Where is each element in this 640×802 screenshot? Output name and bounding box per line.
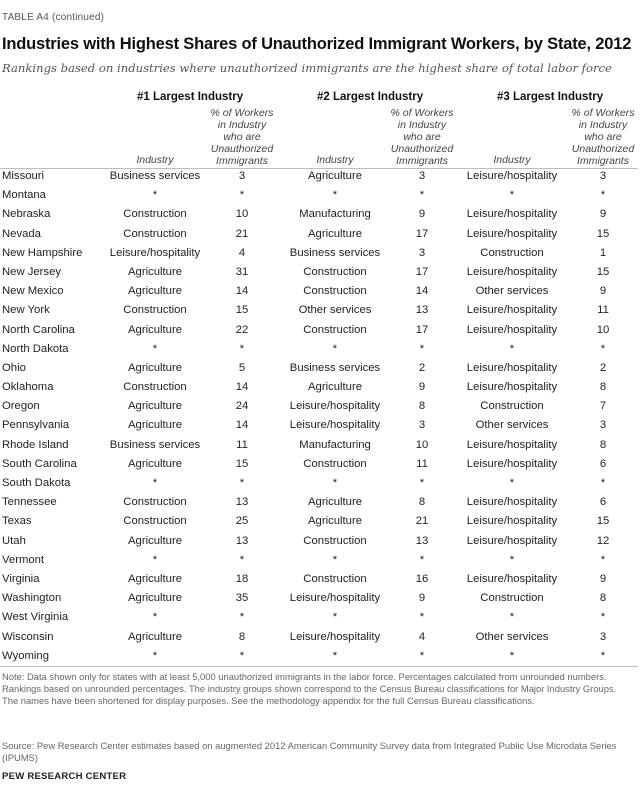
state-name: Oregon <box>2 400 40 413</box>
pct-cell-1: * <box>239 477 245 489</box>
table-row <box>0 282 640 301</box>
column-header-pct-line: who are <box>223 131 261 143</box>
industry-cell-1: Agriculture <box>128 419 182 432</box>
table-row <box>0 244 640 263</box>
table-source: Source: Pew Research Center estimates based on augmented 2012 American Community Survey data from Integrated Public Use Microdata Series (IPUMS) <box>2 740 617 763</box>
pct-cell-3: 15 <box>596 265 610 278</box>
industry-cell-2: * <box>332 649 338 662</box>
industry-cell-2: Leisure/hospitality <box>289 592 381 605</box>
state-name: Virginia <box>2 572 40 585</box>
pct-cell-1: 3 <box>238 170 246 182</box>
pct-cell-2: 9 <box>418 381 426 394</box>
column-header-industry-1: Industry <box>136 154 174 166</box>
pct-cell-1: 15 <box>235 457 249 470</box>
pct-cell-1: 14 <box>235 419 249 432</box>
state-name: Washington <box>2 592 62 605</box>
pct-cell-3: 10 <box>596 323 610 336</box>
table-body <box>0 167 640 666</box>
pct-cell-3: * <box>600 553 606 566</box>
industry-cell-3: * <box>509 189 515 202</box>
column-header-industry-3: Industry <box>493 154 531 166</box>
pct-cell-1: 11 <box>236 438 248 451</box>
industry-cell-1: * <box>152 477 158 489</box>
pct-cell-3: 9 <box>599 572 607 585</box>
industry-cell-3: Leisure/hospitality <box>466 572 558 585</box>
industry-cell-3: Leisure/hospitality <box>466 208 558 221</box>
column-header-pct-line: Immigrants <box>396 155 448 167</box>
table-row <box>0 378 640 397</box>
pct-cell-3: 8 <box>599 438 607 451</box>
industry-cell-1: Business services <box>109 438 201 451</box>
industry-cell-3: Leisure/hospitality <box>466 265 558 278</box>
pct-cell-3: * <box>600 611 606 624</box>
industry-cell-2: Agriculture <box>308 227 362 240</box>
industry-cell-2: * <box>332 189 338 202</box>
state-name: New Jersey <box>2 265 62 278</box>
state-name: North Dakota <box>2 342 69 355</box>
pct-cell-1: 35 <box>235 592 249 605</box>
table-row <box>0 416 640 435</box>
industry-cell-2: Construction <box>303 323 367 336</box>
pct-cell-2: * <box>419 189 425 202</box>
industry-cell-3: Leisure/hospitality <box>466 361 558 374</box>
state-name: Tennessee <box>2 496 57 509</box>
industry-cell-2: Leisure/hospitality <box>289 630 381 643</box>
industry-cell-2: Construction <box>303 285 367 298</box>
pct-cell-3: 11 <box>597 304 609 317</box>
industry-cell-1: Construction <box>123 227 187 240</box>
pct-cell-2: 2 <box>418 361 426 374</box>
pct-cell-2: 8 <box>418 400 426 413</box>
table-row <box>0 186 640 205</box>
state-name: North Carolina <box>2 323 75 336</box>
pct-cell-3: 3 <box>599 630 607 643</box>
pct-cell-1: 13 <box>235 534 249 547</box>
table-row <box>0 608 640 627</box>
industry-cell-2: Construction <box>303 534 367 547</box>
pct-cell-1: * <box>239 342 245 355</box>
pct-cell-3: 6 <box>599 457 607 470</box>
column-header-pct-line: who are <box>584 131 622 143</box>
state-name: Oklahoma <box>2 381 54 394</box>
pct-cell-2: 8 <box>418 496 426 509</box>
column-header-pct-line: in Industry <box>578 119 628 131</box>
table-row <box>0 205 640 224</box>
industry-cell-3: Leisure/hospitality <box>466 515 558 528</box>
pct-cell-3: 2 <box>599 361 607 374</box>
table-row <box>0 436 640 455</box>
industry-cell-3: Leisure/hospitality <box>466 323 558 336</box>
column-header-pct-2 <box>382 107 462 167</box>
industry-cell-2: * <box>332 477 338 489</box>
pct-cell-2: 3 <box>418 170 426 182</box>
state-name: Nevada <box>2 227 41 240</box>
pct-cell-3: 9 <box>599 285 607 298</box>
group-header-1: #1 Largest Industry <box>137 91 244 103</box>
pct-cell-1: 18 <box>235 572 249 585</box>
industry-cell-2: Manufacturing <box>299 208 371 221</box>
pct-cell-2: 10 <box>415 438 429 451</box>
industry-cell-2: Other services <box>298 304 372 317</box>
industry-cell-2: Agriculture <box>308 515 362 528</box>
industry-cell-3: * <box>509 611 515 624</box>
pct-cell-3: 7 <box>599 400 607 413</box>
table-row <box>0 397 640 416</box>
column-header-pct-line: in Industry <box>397 119 447 131</box>
industry-cell-1: * <box>152 611 158 624</box>
pct-cell-2: 11 <box>416 457 428 470</box>
industry-cell-3: * <box>509 477 515 489</box>
industry-cell-2: Agriculture <box>308 381 362 394</box>
industry-cell-2: * <box>332 553 338 566</box>
pct-cell-2: * <box>419 477 425 489</box>
table-label: TABLE A4 (continued) <box>2 12 105 23</box>
table-row <box>0 493 640 512</box>
pct-cell-2: 21 <box>415 515 429 528</box>
industry-cell-1: Construction <box>123 304 187 317</box>
pct-cell-1: 15 <box>235 304 249 317</box>
pct-cell-2: * <box>419 342 425 355</box>
state-name: Pennsylvania <box>2 419 70 432</box>
pct-cell-2: 17 <box>415 227 429 240</box>
industry-cell-3: Leisure/hospitality <box>466 381 558 394</box>
industry-cell-1: Construction <box>123 208 187 221</box>
column-header-pct-line: Immigrants <box>216 155 268 167</box>
state-name: New York <box>2 304 50 317</box>
industry-cell-3: * <box>509 553 515 566</box>
industry-cell-3: Construction <box>480 592 544 605</box>
column-header-pct-line: who are <box>403 131 441 143</box>
pct-cell-2: 17 <box>415 265 429 278</box>
state-name: New Mexico <box>2 285 64 298</box>
pct-cell-1: 10 <box>235 208 249 221</box>
industry-cell-1: Agriculture <box>128 400 182 413</box>
industry-cell-1: Agriculture <box>128 285 182 298</box>
pct-cell-1: 25 <box>235 515 249 528</box>
industry-cell-3: Other services <box>475 285 549 298</box>
industry-cell-1: * <box>152 649 158 662</box>
state-name: Ohio <box>2 361 26 374</box>
pct-cell-1: 31 <box>235 265 249 278</box>
table-row <box>0 474 640 493</box>
pct-cell-2: 3 <box>418 246 426 259</box>
industry-cell-3: Leisure/hospitality <box>466 304 558 317</box>
table-note: Note: Data shown only for states with at least 5,000 unauthorized immigrants in the labor force. Percentages calculated from unrounded numbers. Rankings based on unrounded percentages. The industry groups shown correspond to the Census Bureau classifications for Major Industry Groups. The names have been shortened for display purposes. See the methodology appendix for the full Census Bureau classifications. <box>2 671 617 706</box>
state-name: Utah <box>2 534 26 547</box>
industry-cell-1: Agriculture <box>128 534 182 547</box>
table-row <box>0 570 640 589</box>
page-subtitle: Rankings based on industries where unauthorized immigrants are the highest share of total labor force <box>2 61 612 75</box>
pct-cell-2: 9 <box>418 592 426 605</box>
industry-cell-3: * <box>509 649 515 662</box>
pct-cell-1: 5 <box>238 361 246 374</box>
pct-cell-2: 3 <box>418 419 426 432</box>
pct-cell-3: 6 <box>599 496 607 509</box>
pct-cell-1: 8 <box>238 630 246 643</box>
pct-cell-2: 13 <box>415 534 429 547</box>
column-header-pct-line: Immigrants <box>577 155 629 167</box>
pct-cell-2: 9 <box>418 208 426 221</box>
industry-cell-3: Other services <box>475 419 549 432</box>
industry-cell-1: Construction <box>123 496 187 509</box>
pct-cell-3: * <box>600 649 606 662</box>
pct-cell-3: 15 <box>596 515 610 528</box>
table-row <box>0 512 640 531</box>
industry-cell-3: Leisure/hospitality <box>466 496 558 509</box>
column-header-industry-2: Industry <box>316 154 354 166</box>
pct-cell-1: 14 <box>235 285 249 298</box>
table-row <box>0 551 640 570</box>
page-title: Industries with Highest Shares of Unauthorized Immigrant Workers, by State, 2012 <box>2 35 632 53</box>
brand-label: PEW RESEARCH CENTER <box>2 771 127 782</box>
industry-cell-1: Agriculture <box>128 361 182 374</box>
state-name: Missouri <box>2 170 45 182</box>
group-header-2: #2 Largest Industry <box>317 91 424 103</box>
industry-cell-1: Agriculture <box>128 323 182 336</box>
column-header-pct-line: Unauthorized <box>390 143 454 155</box>
industry-cell-3: Construction <box>480 400 544 413</box>
pct-cell-3: 8 <box>599 381 607 394</box>
pct-cell-1: 21 <box>235 227 249 240</box>
column-header-pct-1 <box>202 107 282 167</box>
table-row <box>0 532 640 551</box>
industry-cell-3: Leisure/hospitality <box>466 438 558 451</box>
industry-cell-2: Construction <box>303 572 367 585</box>
pct-cell-3: 15 <box>596 227 610 240</box>
table-row <box>0 359 640 378</box>
industry-cell-1: * <box>152 553 158 566</box>
industry-cell-3: Leisure/hospitality <box>466 457 558 470</box>
column-header-pct-3 <box>563 107 640 167</box>
pct-cell-3: * <box>600 477 606 489</box>
table-row <box>0 167 640 186</box>
table-row <box>0 589 640 608</box>
table-row <box>0 225 640 244</box>
industry-cell-2: Leisure/hospitality <box>289 400 381 413</box>
column-header-pct-line: % of Workers <box>390 107 454 119</box>
industry-cell-1: Leisure/hospitality <box>109 246 201 259</box>
state-name: South Carolina <box>2 457 77 470</box>
industry-cell-2: Agriculture <box>308 170 362 182</box>
industry-cell-2: Manufacturing <box>299 438 371 451</box>
pct-cell-3: * <box>600 342 606 355</box>
pct-cell-3: 1 <box>599 246 607 259</box>
industry-cell-1: Construction <box>123 381 187 394</box>
column-header-pct-line: % of Workers <box>571 107 635 119</box>
pct-cell-1: 22 <box>235 323 249 336</box>
industry-cell-2: Construction <box>303 457 367 470</box>
state-name: Rhode Island <box>2 438 69 451</box>
table-row <box>0 455 640 474</box>
pct-cell-3: 3 <box>599 419 607 432</box>
industry-cell-2: Business services <box>289 361 381 374</box>
industry-cell-2: Leisure/hospitality <box>289 419 381 432</box>
state-name: New Hampshire <box>2 246 83 259</box>
table-row <box>0 340 640 359</box>
industry-cell-1: Agriculture <box>128 265 182 278</box>
pct-cell-2: * <box>419 649 425 662</box>
pct-cell-1: * <box>239 649 245 662</box>
industry-cell-1: Agriculture <box>128 630 182 643</box>
industry-cell-1: Agriculture <box>128 457 182 470</box>
pct-cell-2: * <box>419 611 425 624</box>
industry-cell-2: Construction <box>303 265 367 278</box>
column-header-pct-line: Unauthorized <box>210 143 274 155</box>
state-name: Vermont <box>2 553 45 566</box>
industry-cell-1: Business services <box>109 170 201 182</box>
column-header-pct-line: % of Workers <box>210 107 274 119</box>
state-name: South Dakota <box>2 477 71 489</box>
industry-cell-3: * <box>509 342 515 355</box>
pct-cell-1: * <box>239 189 245 202</box>
pct-cell-3: * <box>600 189 606 202</box>
state-name: Wisconsin <box>2 630 54 643</box>
column-header-pct-line: Unauthorized <box>571 143 635 155</box>
industry-cell-3: Leisure/hospitality <box>466 170 558 182</box>
pct-cell-2: 14 <box>415 285 429 298</box>
industry-cell-2: Business services <box>289 246 381 259</box>
pct-cell-2: 17 <box>415 323 429 336</box>
industry-cell-2: Agriculture <box>308 496 362 509</box>
pct-cell-1: 24 <box>235 400 249 413</box>
pct-cell-1: * <box>239 611 245 624</box>
state-name: Texas <box>2 515 32 528</box>
pct-cell-2: 4 <box>418 630 426 643</box>
table-row <box>0 321 640 340</box>
table-row <box>0 263 640 282</box>
industry-cell-3: Leisure/hospitality <box>466 534 558 547</box>
pct-cell-2: * <box>419 553 425 566</box>
pct-cell-3: 3 <box>599 170 607 182</box>
industry-cell-3: Construction <box>480 246 544 259</box>
table-row <box>0 647 640 666</box>
pct-cell-3: 9 <box>599 208 607 221</box>
pct-cell-3: 12 <box>596 534 610 547</box>
industry-cell-1: Agriculture <box>128 592 182 605</box>
industry-cell-3: Other services <box>475 630 549 643</box>
industry-cell-1: Agriculture <box>128 572 182 585</box>
industry-cell-1: Construction <box>123 515 187 528</box>
footer-divider <box>0 666 638 667</box>
industry-cell-2: * <box>332 611 338 624</box>
pct-cell-3: 8 <box>599 592 607 605</box>
column-header-pct-line: in Industry <box>217 119 267 131</box>
group-header-3: #3 Largest Industry <box>497 91 604 103</box>
pct-cell-2: 16 <box>415 572 429 585</box>
industry-cell-3: Leisure/hospitality <box>466 227 558 240</box>
pct-cell-2: 13 <box>415 304 429 317</box>
industry-cell-1: * <box>152 342 158 355</box>
pct-cell-1: 14 <box>235 381 249 394</box>
state-name: West Virginia <box>2 611 69 624</box>
table-row <box>0 301 640 320</box>
pct-cell-1: * <box>239 553 245 566</box>
industry-cell-1: * <box>152 189 158 202</box>
pct-cell-1: 4 <box>238 246 246 259</box>
state-name: Montana <box>2 189 46 202</box>
state-name: Wyoming <box>2 649 49 662</box>
state-name: Nebraska <box>2 208 51 221</box>
pct-cell-1: 13 <box>235 496 249 509</box>
table-row <box>0 628 640 647</box>
industry-cell-2: * <box>332 342 338 355</box>
